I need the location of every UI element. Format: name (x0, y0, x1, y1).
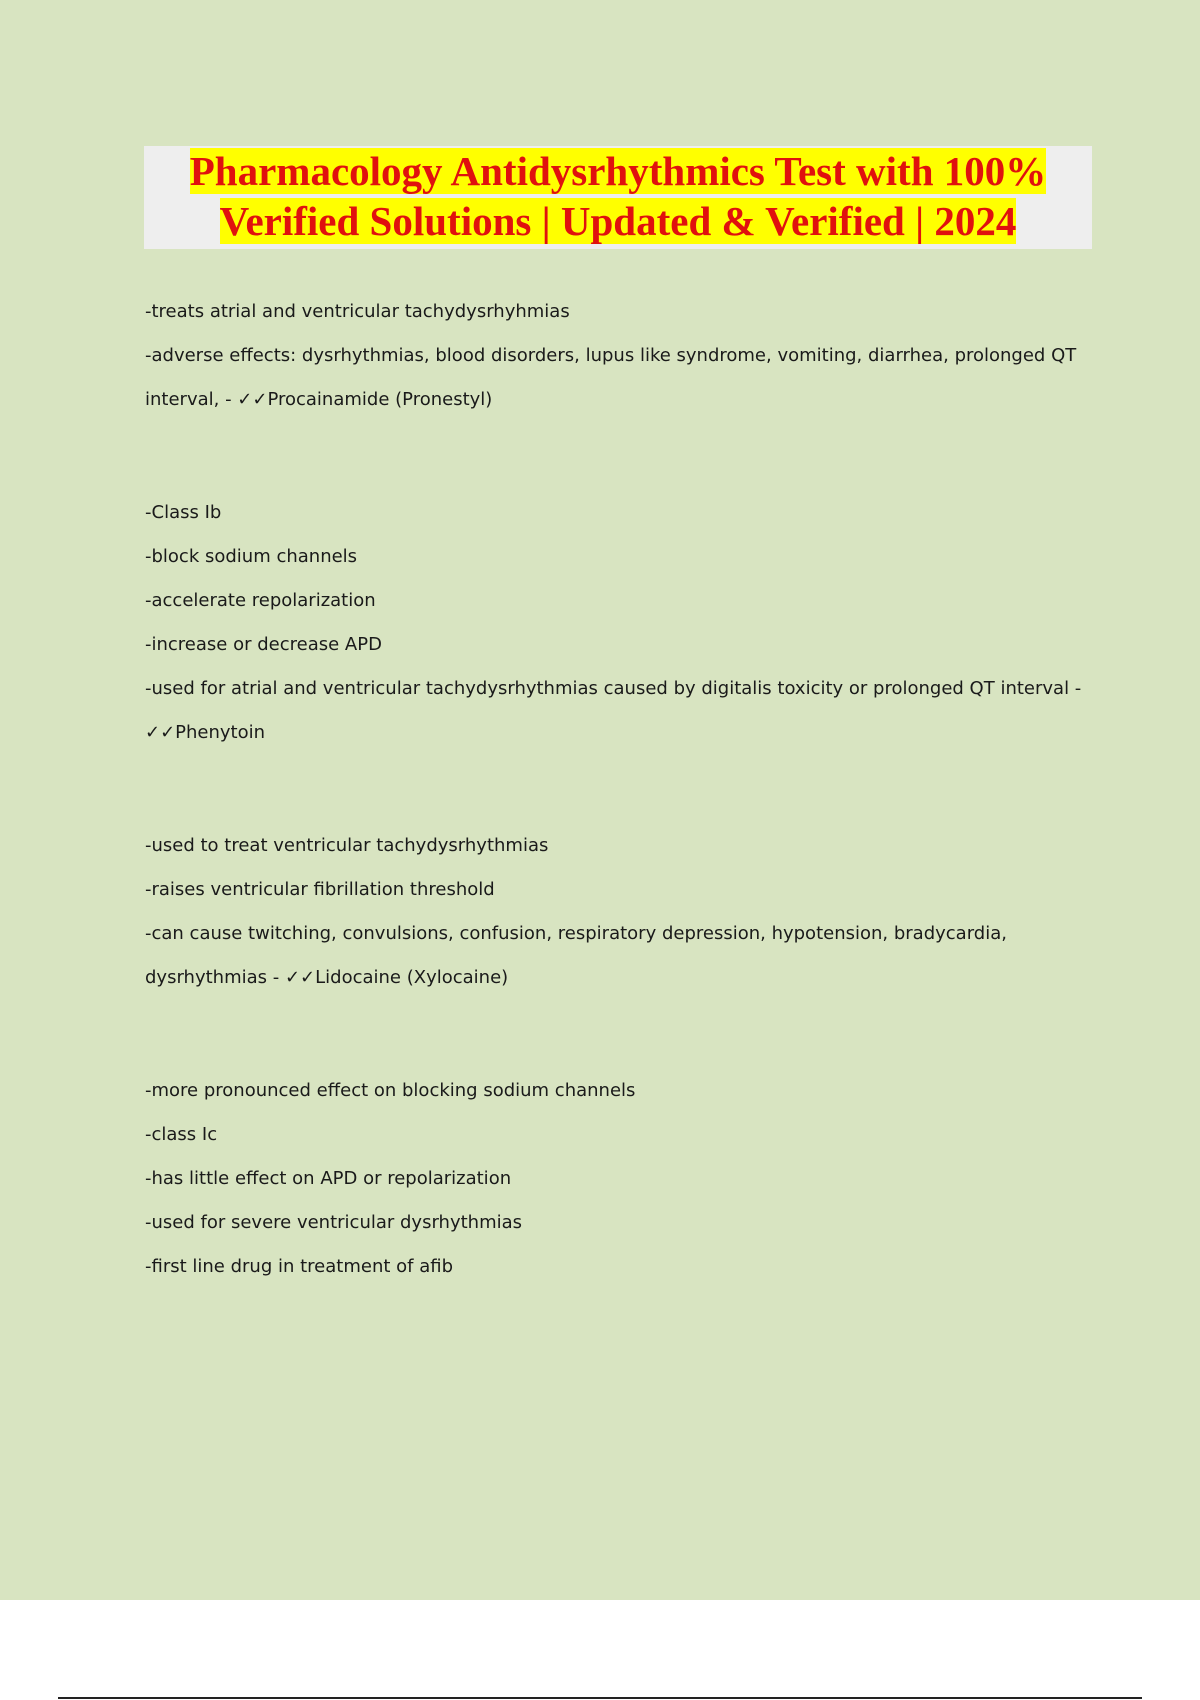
text-line: -used to treat ventricular tachydysrhythmias (145, 835, 549, 856)
flashcard-block (145, 824, 1085, 1000)
text-line: -first line drug in treatment of afib (145, 1256, 453, 1277)
text-line: -more pronounced effect on blocking sodium channels (145, 1080, 636, 1101)
text-line: -accelerate repolarization (145, 590, 376, 611)
text-line: -block sodium channels (145, 546, 358, 567)
footer-divider (58, 1697, 1142, 1699)
flashcard-block (145, 1069, 1085, 1289)
text-line: -can cause twitching, convulsions, confusion, respiratory depression, hypotension, bradycardia, dysrhythmias - ✓✓Lidocaine (Xylocaine) (145, 923, 1007, 988)
text-line: -raises ventricular fibrillation threshold (145, 879, 495, 900)
title-line-2: Verified Solutions | Updated & Verified | 2024 (219, 198, 1017, 244)
text-line: -used for severe ventricular dysrhythmias (145, 1212, 523, 1233)
text-line: -class Ic (145, 1124, 218, 1145)
text-line: -used for atrial and ventricular tachydysrhythmias caused by digitalis toxicity or prolonged QT interval - ✓✓Phenytoin (145, 678, 1082, 743)
title-line-1: Pharmacology Antidysrhythmics Test with 100% (189, 148, 1047, 194)
text-line: -Class Ib (145, 502, 222, 523)
text-line: -increase or decrease APD (145, 634, 382, 655)
text-line: -adverse effects: dysrhythmias, blood disorders, lupus like syndrome, vomiting, diarrhea, prolonged QT interval, - ✓✓Procainamide (Pronestyl) (145, 345, 1077, 410)
document-title (144, 146, 1092, 249)
flashcard-block (145, 491, 1085, 755)
text-line: -has little effect on APD or repolarization (145, 1168, 512, 1189)
document-body (145, 290, 1085, 1289)
flashcard-block (145, 290, 1085, 422)
spacer (145, 1000, 1085, 1069)
spacer (145, 755, 1085, 824)
spacer (145, 422, 1085, 491)
text-line: -treats atrial and ventricular tachydysrhyhmias (145, 301, 570, 322)
